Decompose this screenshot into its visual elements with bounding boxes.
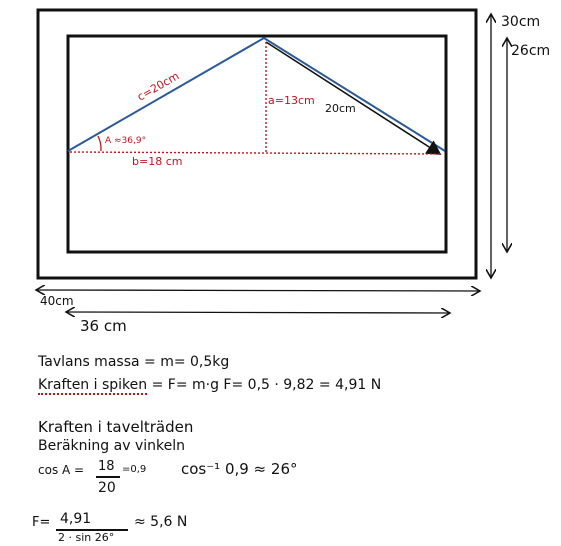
label-right-side: 20cm	[325, 102, 356, 115]
label-outer-height: 30cm	[501, 14, 541, 30]
note-angle-heading: Beräkning av vinkeln	[38, 438, 185, 454]
label-inner-width: 36 cm	[80, 317, 127, 335]
label-adj-b: b=18 cm	[132, 155, 183, 168]
label-angle-A: A ≈36,9°	[105, 136, 147, 146]
note-f-prefix: F=	[32, 515, 51, 530]
note-f-result: ≈ 5,6 N	[134, 514, 188, 530]
note-wire-heading: Kraften i tavelträden	[38, 418, 194, 436]
hanging-wire	[68, 38, 445, 151]
label-hyp-c: c=20cm	[135, 69, 182, 104]
note-frac1-num: 18	[98, 459, 115, 474]
note-force-nail-heading: Kraften i spiken	[38, 377, 148, 393]
label-inner-height: 26cm	[511, 43, 551, 59]
note-frac2-den: 2 · sin 26°	[58, 531, 115, 544]
note-frac1-result: =0,9	[122, 464, 147, 475]
note-frac1-bar	[96, 476, 120, 478]
note-force-nail-formula: = F= m·g F= 0,5 · 9,82 = 4,91 N	[147, 377, 382, 393]
inner-width-arrow	[66, 312, 450, 313]
note-cos-prefix: cos A =	[38, 463, 85, 477]
outer-width-arrow	[36, 290, 480, 291]
note-frac2-num: 4,91	[60, 511, 92, 527]
note-mass: Tavlans massa = m= 0,5kg	[38, 354, 230, 370]
label-outer-width: 40cm	[40, 294, 74, 308]
note-force-nail	[38, 377, 381, 393]
note-frac1-den: 20	[98, 480, 116, 496]
base-line-b	[70, 152, 440, 154]
label-opp-a: a=13cm	[268, 94, 315, 107]
outer-frame	[38, 10, 476, 278]
angle-arc	[98, 136, 101, 151]
note-arccos: cos⁻¹ 0,9 ≈ 26°	[181, 460, 298, 478]
